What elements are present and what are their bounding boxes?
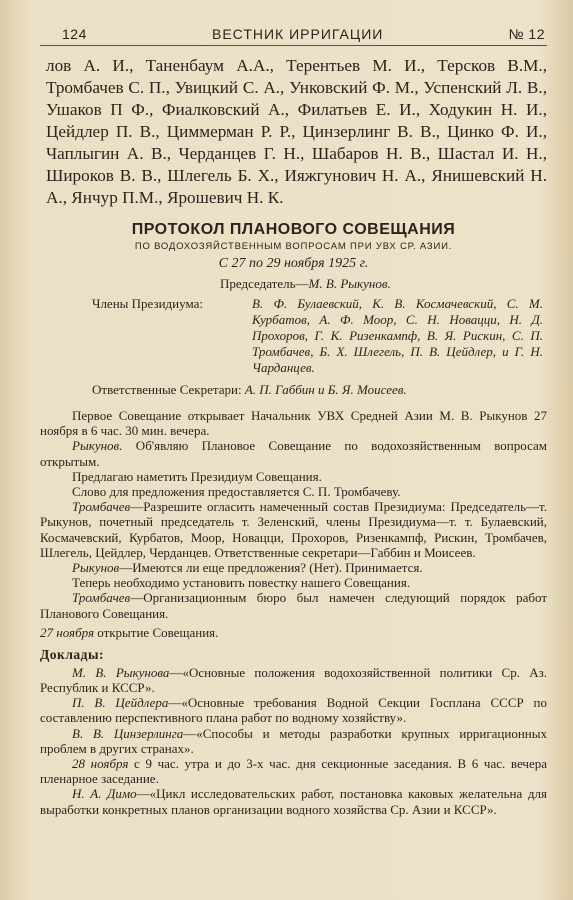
participants-list: лов А. И., Таненбаум А.А., Терентьев М. И., Терсков В.М., Тромбачев С. П., Увицкий С. А., Унковский Ф. М., Успенский Л. В., Ушаков П Ф., Фиалковский А., Филатьев Е. И., Ходукин Н. И., Цейдлер П. В., Циммерман Р. Р., Цинзерлинг В. В., Цинко Ф. И., Чаплыгин А. В., Черданцев Г. Н., Шабаров Н. В., Шастал И. Н., Широков В. В., Шлегель Б. Х., Ияжгунович Н. А., Янишевский Н. А., Янчур П.М., Ярошевич Н. К. — [46, 56, 547, 207]
speaker-name: Тромбачев — [72, 590, 131, 606]
report-item — [40, 665, 547, 695]
report-item — [40, 695, 547, 725]
opening-date: 27 ноября — [40, 624, 94, 640]
report-speaker: В. В. Цинзерлинга — [72, 725, 184, 741]
speech-text: —Организационным бюро был намечен следующий порядок работ Планового Совещания. — [40, 590, 547, 621]
protocol-subtitle: ПО ВОДОХОЗЯЙСТВЕННЫМ ВОПРОСАМ ПРИ УВХ СР. АЗИИ. — [134, 241, 453, 252]
page-header — [40, 26, 547, 46]
report-speaker: М. В. Рыкунова — [72, 664, 170, 680]
report-speaker: П. В. Цейдлера — [72, 695, 169, 711]
speaker-name: Рыкунов — [72, 560, 120, 576]
paragraph-floor-given: Слово для предложения предоставляется С. П. Тромбачеву. — [72, 484, 401, 500]
protocol-title: ПРОТОКОЛ ПЛАНОВОГО СОВЕЩАНИЯ — [131, 221, 456, 238]
secretaries-label: Ответственные Секретари: — [92, 382, 242, 397]
issue-number: № 12 — [508, 26, 545, 42]
schedule-text: с 9 час. утра и до 3-х час. дня секционные заседания. В 6 час. вечера пленарное заседание. — [40, 756, 547, 787]
opening-text: открытие Совещания. — [93, 624, 219, 640]
speaker-name: Рыкунов. — [72, 438, 123, 454]
journal-title: ВЕСТНИК ИРРИГАЦИИ — [212, 26, 384, 42]
paragraph-opening: Первое Совещание открывает Начальник УВХ Средней Азии М. В. Рыкунов 27 ноября в 6 час. 30 мин. вечера. — [40, 408, 547, 439]
paragraph-agenda: Теперь необходимо установить повестку нашего Совещания. — [72, 575, 411, 591]
speaker-name: Тромбачев — [72, 499, 131, 515]
chair-label: Председатель— — [220, 276, 309, 291]
protocol-dates: С 27 по 29 ноября 1925 г. — [218, 256, 369, 271]
schedule-item — [40, 756, 547, 786]
paragraph-trombachev-2 — [40, 590, 547, 620]
reports-heading: Доклады: — [40, 646, 105, 662]
presidium-members: В. Ф. Булаевский, К. В. Космачевский, С. М. Курбатов, А. Ф. Моор, С. Н. Новацци, Н. Д. Прохоров, Г. К. Ризенкампф, В. Я. Рискин, С. П. Тромбачев, Б. Х. Шлегель, П. В. Цейдлер, и Г. Н. Чарданцев. — [252, 296, 543, 375]
report-speaker: Н. А. Димо — [72, 786, 137, 802]
schedule-date: 28 ноября — [72, 756, 129, 772]
speech-text: —Разрешите огласить намеченный состав Президиума: Председатель—т. Рыкунов, почетный председатель т. Зеленский, члены Президиума—т. т. Булаевский, Космачевский, Курбатов, Моор, Новацци, Прохоров, Ризенкампф, Рискин, Тромбачев, Шлегель, Цейдлер, Черданцев. Ответственные секретари—Габбин и Моисеев. — [40, 499, 547, 560]
chairman-line — [40, 276, 547, 292]
secretaries-line — [92, 382, 547, 398]
presidium-block — [40, 296, 547, 376]
report-title: —«Способы и методы разработки крупных ирригационных проблем в других странах». — [40, 725, 547, 756]
opening-date-line — [40, 625, 547, 641]
speech-text: —Имеются ли еще предложения? (Нет). Принимается. — [119, 560, 423, 576]
report-item — [40, 726, 547, 756]
paragraph-rykunov-2 — [40, 560, 547, 575]
report-item — [40, 786, 547, 816]
report-title: —«Основные требования Водной Секции Госплана СССР по составлению перспективного плана работ по водному хозяйству». — [40, 695, 547, 726]
speech-text: Об'являю Плановое Совещание по водохозяйственным вопросам открытым. — [40, 438, 547, 469]
secretaries-names: А. П. Габбин и Б. Я. Моисеев. — [244, 382, 407, 397]
report-title: —«Цикл исследовательских работ, постановка каковых желательна для выработки конкретных планов организации водного хозяйства Ср. Азии и КССР». — [40, 786, 547, 817]
paragraph-rykunov-1 — [40, 438, 547, 468]
page-number: 124 — [62, 26, 87, 42]
paragraph-presidium-proposal: Предлагаю наметить Президиум Совещания. — [72, 468, 322, 484]
presidium-label: Члены Президиума: — [92, 296, 203, 311]
report-title: —«Основные положения водохозяйственной политики Ср. Аз. Республик и КССР». — [40, 664, 548, 696]
paragraph-trombachev-1 — [40, 499, 547, 560]
chair-name: М. В. Рыкунов. — [308, 276, 391, 291]
